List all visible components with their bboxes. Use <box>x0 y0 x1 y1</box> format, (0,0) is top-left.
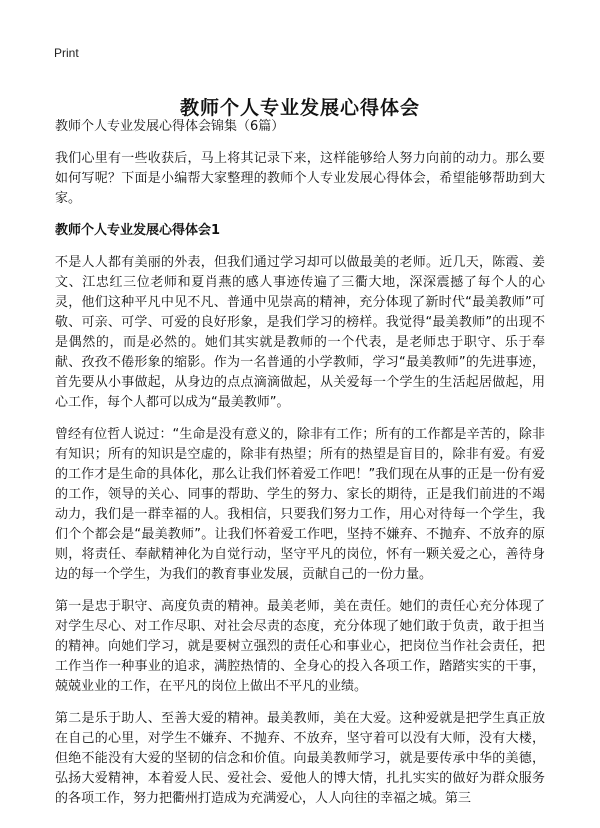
paragraph-3: 第一是忠于职守、高度负责的精神。最美老师，美在责任。她们的责任心充分体现了对学生尽心、对工作尽职、对社会尽责的态度，充分体现了她们敢于负责，敢于担当的精神。向她们学习，就是要树立强烈的责任心和事业心，把岗位当作社会责任，把工作当作一种事业的追求，满腔热情的、全身心的投入各项工作，踏踏实实的干事，兢兢业业的工作，在平凡的岗位上做出不平凡的业绩。 <box>55 599 545 694</box>
article-body <box>55 117 545 821</box>
intro-paragraph: 我们心里有一些收获后，马上将其记录下来，这样能够给人努力向前的动力。那么要如何写呢？下面是小编帮大家整理的教师个人专业发展心得体会，希望能够帮助到大家。 <box>55 151 545 206</box>
paragraph-4: 第二是乐于助人、至善大爱的精神。最美教师，美在大爱。这种爱就是把学生真正放在自己的心里，对学生不嫌弃、不抛弃、不放弃，坚守着可以没有大师，没有大楼，但绝不能没有大爱的坚韧的信念和价值。向最美教师学习，就是要传承中华的美德，弘扬大爱精神，本着爱人民、爱社会、爱他人的博大情，扎扎实实的做好为群众服务的各项工作，努力把衢州打造成为充满爱心，人人向往的幸福之城。第三 <box>55 711 545 806</box>
paragraph-2: 曾经有位哲人说过：“生命是没有意义的，除非有工作；所有的工作都是辛苦的，除非有知识；所有的知识是空虚的，除非有热望；所有的热望是盲目的，除非有爱。有爱的工作才是生命的具体化，那么让我们怀着爱工作吧！”我们现在从事的正是一份有爱的工作，领导的关心、同事的帮助、学生的努力、家长的期待，正是我们前进的不竭动力，我们是一群幸福的人。我相信，只要我们努力工作，用心对待每一个学生，我们个个都会是“最美教师”。让我们怀着爱工作吧，坚持不嫌弃、不抛弃、不放弃的原则，将责任、奉献精神化为自觉行动，坚守平凡的岗位，怀有一颗关爱之心，善待身边的每一个学生，为我们的教育事业发展，贡献自己的一份力量。 <box>55 427 545 582</box>
print-link[interactable]: Print <box>54 46 79 60</box>
article-subtitle: 教师个人专业发展心得体会锦集（6篇） <box>55 119 285 134</box>
page-title: 教师个人专业发展心得体会 <box>179 96 420 119</box>
paragraph-1: 不是人人都有美丽的外表，但我们通过学习却可以做最美的老师。近几天，陈霞、姜文、江忠红三位老师和夏肖燕的感人事迹传遍了三衢大地，深深震撼了每个人的心灵，他们这种平凡中见不凡、普通中见崇高的精神，充分体现了新时代“最美教师”可敬、可亲、可学、可爱的良好形象，是我们学习的榜样。我觉得“最美教师”的出现不是偶然的，而是必然的。她们其实就是教师的一个代表，是老师忠于职守、乐于奉献、孜孜不倦形象的缩影。作为一名普通的小学教师，学习“最美教师”的先进事迹，首先要从小事做起，从身边的点点滴滴做起，从关爱每一个学生的生活起居做起，用心工作，每个人都可以成为“最美教师”。 <box>55 255 545 410</box>
section-heading: 教师个人专业发展心得体会1 <box>55 223 221 238</box>
